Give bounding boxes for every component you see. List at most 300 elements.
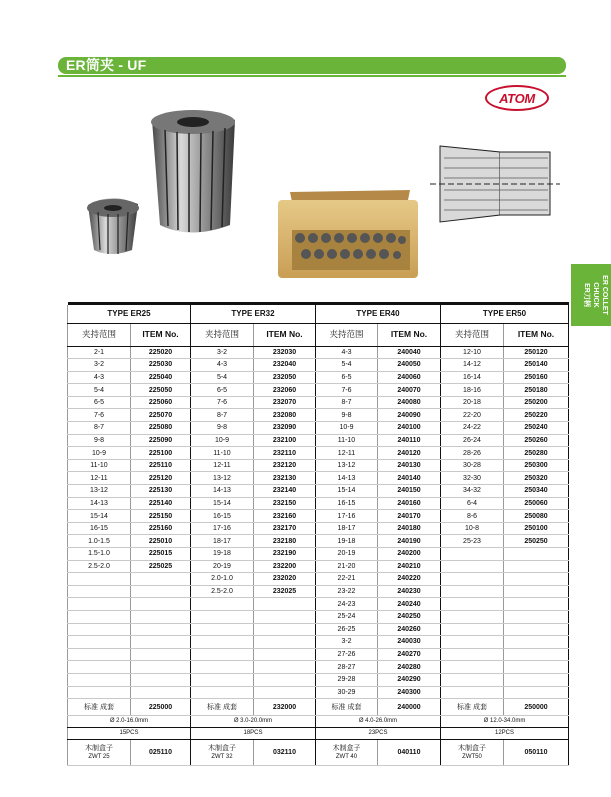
item-cell: 240100: [378, 422, 441, 435]
range-cell: [191, 686, 254, 699]
item-cell: 232030: [254, 346, 316, 359]
col-item-no: ITEM No.: [504, 323, 569, 346]
type-header: TYPE ER25: [68, 305, 191, 323]
table-row: [68, 610, 569, 623]
table-row: [68, 686, 569, 699]
item-cell: 250300: [504, 459, 569, 472]
collet-spec-table: [67, 302, 569, 766]
range-cell: 12-10: [441, 346, 504, 359]
item-cell: 225015: [131, 548, 191, 561]
range-cell: 17-16: [316, 510, 378, 523]
range-cell: 25-24: [316, 610, 378, 623]
set-range: Ø 4.0-26.0mm: [316, 716, 441, 728]
box-label-cell: [441, 740, 504, 766]
range-cell: 22-21: [316, 573, 378, 586]
table-row: [68, 434, 569, 447]
table-row: [68, 459, 569, 472]
item-cell: 240060: [378, 371, 441, 384]
item-cell: 225040: [131, 371, 191, 384]
item-cell: 232090: [254, 422, 316, 435]
range-cell: 34-32: [441, 485, 504, 498]
range-cell: [68, 573, 131, 586]
column-header-row: [68, 323, 569, 346]
item-cell: 250180: [504, 384, 569, 397]
item-cell: 240090: [378, 409, 441, 422]
table-row: [68, 447, 569, 460]
item-cell: [254, 610, 316, 623]
set-item-no: 240000: [378, 699, 441, 716]
logo-text: ATOM: [499, 90, 535, 106]
item-cell: [131, 636, 191, 649]
set-label: 标准 成套: [191, 699, 254, 716]
item-cell: 240230: [378, 585, 441, 598]
col-clamping-range: 夹持范围: [316, 323, 378, 346]
item-cell: 250280: [504, 447, 569, 460]
item-cell: 240240: [378, 598, 441, 611]
item-cell: [254, 648, 316, 661]
item-cell: 225160: [131, 522, 191, 535]
range-cell: 13-12: [191, 472, 254, 485]
range-cell: 7-6: [68, 409, 131, 422]
range-cell: 20-19: [316, 548, 378, 561]
range-cell: [191, 598, 254, 611]
range-cell: [441, 548, 504, 561]
box-item-no: 025110: [131, 740, 191, 766]
table-row: [68, 585, 569, 598]
side-tab-line3: ER刀柄: [583, 283, 590, 307]
standard-set-row: [68, 699, 569, 716]
range-cell: 32-30: [441, 472, 504, 485]
box-model: ZWT50: [462, 753, 482, 760]
item-cell: 250140: [504, 359, 569, 372]
box-label: 木制盒子: [332, 744, 361, 752]
range-cell: 12-11: [68, 472, 131, 485]
table-row: [68, 359, 569, 372]
range-cell: 5-4: [191, 371, 254, 384]
item-cell: 232020: [254, 573, 316, 586]
item-cell: [254, 623, 316, 636]
item-cell: 240250: [378, 610, 441, 623]
range-cell: 28-26: [441, 447, 504, 460]
range-cell: 18-16: [441, 384, 504, 397]
range-cell: [441, 623, 504, 636]
range-cell: 10-8: [441, 522, 504, 535]
table-row: [68, 485, 569, 498]
range-cell: 16-15: [68, 522, 131, 535]
range-cell: [68, 686, 131, 699]
set-label: 标准 成套: [68, 699, 131, 716]
table-row: [68, 673, 569, 686]
range-cell: 15-14: [68, 510, 131, 523]
range-cell: [68, 623, 131, 636]
item-cell: [504, 585, 569, 598]
item-cell: 232190: [254, 548, 316, 561]
item-cell: 240170: [378, 510, 441, 523]
item-cell: 232160: [254, 510, 316, 523]
item-cell: [254, 636, 316, 649]
range-cell: 4-3: [191, 359, 254, 372]
table-row: [68, 510, 569, 523]
item-cell: [131, 673, 191, 686]
item-cell: 232140: [254, 485, 316, 498]
range-cell: 2-1: [68, 346, 131, 359]
range-cell: 15-14: [191, 497, 254, 510]
range-cell: 24-22: [441, 422, 504, 435]
item-cell: 240040: [378, 346, 441, 359]
range-cell: 5-4: [316, 359, 378, 372]
type-header: TYPE ER40: [316, 305, 441, 323]
range-cell: 30-28: [441, 459, 504, 472]
set-label: 标准 成套: [316, 699, 378, 716]
item-cell: 240130: [378, 459, 441, 472]
range-cell: 8-7: [316, 396, 378, 409]
item-cell: 240210: [378, 560, 441, 573]
item-cell: 232180: [254, 535, 316, 548]
box-model: ZWT 25: [88, 753, 110, 760]
item-cell: 232070: [254, 396, 316, 409]
table-row: [68, 636, 569, 649]
item-cell: 232150: [254, 497, 316, 510]
range-cell: [441, 686, 504, 699]
item-cell: [131, 598, 191, 611]
item-cell: 250220: [504, 409, 569, 422]
item-cell: [504, 648, 569, 661]
range-cell: 18-17: [316, 522, 378, 535]
item-cell: [254, 673, 316, 686]
range-cell: [441, 673, 504, 686]
item-cell: [504, 636, 569, 649]
item-cell: 232080: [254, 409, 316, 422]
large-collet-image: [151, 110, 235, 233]
item-cell: 240140: [378, 472, 441, 485]
box-label: 木制盒子: [458, 744, 486, 752]
box-label: 木制盒子: [85, 744, 113, 752]
item-cell: 232120: [254, 459, 316, 472]
range-cell: 2.5-2.0: [191, 585, 254, 598]
range-cell: 4-3: [316, 346, 378, 359]
range-cell: 28-27: [316, 661, 378, 674]
item-cell: [131, 610, 191, 623]
range-cell: 2.5-2.0: [68, 560, 131, 573]
range-cell: 27-26: [316, 648, 378, 661]
set-item-no: 225000: [131, 699, 191, 716]
range-cell: 10-9: [316, 422, 378, 435]
table-row: [68, 497, 569, 510]
item-cell: 225010: [131, 535, 191, 548]
range-cell: [191, 636, 254, 649]
item-cell: 240080: [378, 396, 441, 409]
range-cell: 24-23: [316, 598, 378, 611]
range-cell: 8-7: [191, 409, 254, 422]
item-cell: [504, 573, 569, 586]
item-cell: 250240: [504, 422, 569, 435]
small-collet-image: [87, 198, 139, 254]
item-cell: 225130: [131, 485, 191, 498]
range-cell: 11-10: [68, 459, 131, 472]
range-cell: 26-24: [441, 434, 504, 447]
range-cell: 8-7: [68, 422, 131, 435]
box-item-no: 040110: [378, 740, 441, 766]
range-cell: [441, 560, 504, 573]
range-cell: [191, 673, 254, 686]
item-cell: [254, 661, 316, 674]
type-header: TYPE ER50: [441, 305, 569, 323]
item-cell: 232170: [254, 522, 316, 535]
side-tab-line1: ER COLLET: [601, 275, 608, 315]
col-item-no: ITEM No.: [254, 323, 316, 346]
range-cell: 6-5: [316, 371, 378, 384]
item-cell: 250100: [504, 522, 569, 535]
range-cell: 7-6: [191, 396, 254, 409]
range-cell: 8-6: [441, 510, 504, 523]
box-item-no: 050110: [504, 740, 569, 766]
range-cell: 19-18: [316, 535, 378, 548]
wooden-box-image: [278, 190, 418, 278]
range-cell: [441, 661, 504, 674]
item-cell: 225070: [131, 409, 191, 422]
type-header-row: [68, 305, 569, 323]
set-range: Ø 2.0-16.0mm: [68, 716, 191, 728]
range-cell: 12-11: [316, 447, 378, 460]
item-cell: 232040: [254, 359, 316, 372]
col-item-no: ITEM No.: [378, 323, 441, 346]
product-images: [60, 100, 580, 290]
range-cell: 13-12: [68, 485, 131, 498]
range-cell: 23-22: [316, 585, 378, 598]
item-cell: 250320: [504, 472, 569, 485]
range-cell: [191, 661, 254, 674]
side-tab-line2: CHUCK: [592, 282, 599, 308]
range-cell: [441, 598, 504, 611]
set-pcs-row: [68, 728, 569, 740]
table-row: [68, 522, 569, 535]
item-cell: [131, 686, 191, 699]
range-cell: [441, 636, 504, 649]
item-cell: 232200: [254, 560, 316, 573]
box-model: ZWT 40: [335, 753, 358, 760]
set-range-row: [68, 716, 569, 728]
range-cell: 11-10: [191, 447, 254, 460]
range-cell: 22-20: [441, 409, 504, 422]
item-cell: [504, 661, 569, 674]
table-row: [68, 623, 569, 636]
range-cell: 10-9: [191, 434, 254, 447]
range-cell: 1.5-1.0: [68, 548, 131, 561]
box-model: ZWT 32: [211, 753, 233, 760]
item-cell: 225030: [131, 359, 191, 372]
box-label: 木制盒子: [208, 744, 236, 752]
item-cell: 240190: [378, 535, 441, 548]
table-row: [68, 573, 569, 586]
item-cell: 240270: [378, 648, 441, 661]
item-cell: [504, 610, 569, 623]
table-row: [68, 548, 569, 561]
item-cell: 250080: [504, 510, 569, 523]
item-cell: [504, 548, 569, 561]
item-cell: 250120: [504, 346, 569, 359]
item-cell: [504, 623, 569, 636]
item-cell: 225080: [131, 422, 191, 435]
item-cell: 250200: [504, 396, 569, 409]
item-cell: [504, 686, 569, 699]
range-cell: [441, 610, 504, 623]
item-cell: 240290: [378, 673, 441, 686]
range-cell: 14-13: [191, 485, 254, 498]
table-row: [68, 535, 569, 548]
page-title: ER筒夹 - UF: [66, 57, 147, 73]
range-cell: 13-12: [316, 459, 378, 472]
range-cell: 9-8: [316, 409, 378, 422]
item-cell: 240280: [378, 661, 441, 674]
range-cell: 14-13: [316, 472, 378, 485]
item-cell: 232025: [254, 585, 316, 598]
item-cell: 250060: [504, 497, 569, 510]
table-row: [68, 409, 569, 422]
table-row: [68, 661, 569, 674]
range-cell: [191, 623, 254, 636]
item-cell: 250160: [504, 371, 569, 384]
range-cell: [441, 648, 504, 661]
set-range: Ø 12.0-34.0mm: [441, 716, 569, 728]
item-cell: 240160: [378, 497, 441, 510]
range-cell: [68, 661, 131, 674]
col-clamping-range: 夹持范围: [68, 323, 131, 346]
range-cell: 15-14: [316, 485, 378, 498]
item-cell: 240110: [378, 434, 441, 447]
item-cell: 240150: [378, 485, 441, 498]
item-cell: 232060: [254, 384, 316, 397]
item-cell: 232100: [254, 434, 316, 447]
item-cell: 240200: [378, 548, 441, 561]
col-item-no: ITEM No.: [131, 323, 191, 346]
range-cell: 25-23: [441, 535, 504, 548]
item-cell: [131, 648, 191, 661]
box-label-cell: [191, 740, 254, 766]
range-cell: [68, 636, 131, 649]
item-cell: 225140: [131, 497, 191, 510]
range-cell: 6-4: [441, 497, 504, 510]
table-row: [68, 371, 569, 384]
item-cell: 240180: [378, 522, 441, 535]
range-cell: 9-8: [68, 434, 131, 447]
table-row: [68, 648, 569, 661]
item-cell: [131, 585, 191, 598]
range-cell: 3-2: [68, 359, 131, 372]
table-row: [68, 472, 569, 485]
col-clamping-range: 夹持范围: [191, 323, 254, 346]
item-cell: 225120: [131, 472, 191, 485]
item-cell: 225050: [131, 384, 191, 397]
set-item-no: 232000: [254, 699, 316, 716]
set-pcs: 18PCS: [191, 728, 316, 740]
range-cell: [441, 585, 504, 598]
range-cell: 20-18: [441, 396, 504, 409]
item-cell: [131, 573, 191, 586]
item-cell: 225110: [131, 459, 191, 472]
item-cell: [131, 661, 191, 674]
item-cell: 225020: [131, 346, 191, 359]
range-cell: [441, 573, 504, 586]
item-cell: 225060: [131, 396, 191, 409]
item-cell: [504, 560, 569, 573]
range-cell: 26-25: [316, 623, 378, 636]
item-cell: 232110: [254, 447, 316, 460]
table-row: [68, 598, 569, 611]
range-cell: 16-15: [191, 510, 254, 523]
item-cell: 250340: [504, 485, 569, 498]
item-cell: 240030: [378, 636, 441, 649]
range-cell: 12-11: [191, 459, 254, 472]
set-range: Ø 3.0-20.0mm: [191, 716, 316, 728]
set-pcs: 23PCS: [316, 728, 441, 740]
item-cell: 225025: [131, 560, 191, 573]
range-cell: 14-12: [441, 359, 504, 372]
range-cell: 19-18: [191, 548, 254, 561]
range-cell: 29-28: [316, 673, 378, 686]
range-cell: 7-6: [316, 384, 378, 397]
item-cell: 240050: [378, 359, 441, 372]
table-row: [68, 560, 569, 573]
item-cell: 225150: [131, 510, 191, 523]
collet-drawing: [430, 146, 560, 222]
range-cell: [191, 610, 254, 623]
item-cell: [254, 686, 316, 699]
range-cell: [68, 585, 131, 598]
item-cell: [254, 598, 316, 611]
range-cell: [68, 610, 131, 623]
range-cell: 20-19: [191, 560, 254, 573]
box-label-cell: [68, 740, 131, 766]
range-cell: 9-8: [191, 422, 254, 435]
range-cell: 21-20: [316, 560, 378, 573]
range-cell: [68, 598, 131, 611]
range-cell: [191, 648, 254, 661]
range-cell: 30-29: [316, 686, 378, 699]
item-cell: 225090: [131, 434, 191, 447]
item-cell: 240260: [378, 623, 441, 636]
table-row: [68, 396, 569, 409]
item-cell: [131, 623, 191, 636]
item-cell: 232130: [254, 472, 316, 485]
range-cell: 18-17: [191, 535, 254, 548]
item-cell: 225100: [131, 447, 191, 460]
set-label: 标准 成套: [441, 699, 504, 716]
item-cell: 240300: [378, 686, 441, 699]
set-pcs: 12PCS: [441, 728, 569, 740]
item-cell: 240220: [378, 573, 441, 586]
range-cell: 3-2: [316, 636, 378, 649]
range-cell: 14-13: [68, 497, 131, 510]
range-cell: 11-10: [316, 434, 378, 447]
box-label-cell: [316, 740, 378, 766]
item-cell: [504, 598, 569, 611]
range-cell: 16-15: [316, 497, 378, 510]
table-row: [68, 384, 569, 397]
type-header: TYPE ER32: [191, 305, 316, 323]
range-cell: 6-5: [191, 384, 254, 397]
item-cell: 250250: [504, 535, 569, 548]
box-item-no: 032110: [254, 740, 316, 766]
range-cell: 2.0-1.0: [191, 573, 254, 586]
item-cell: 240120: [378, 447, 441, 460]
item-cell: [504, 673, 569, 686]
range-cell: 5-4: [68, 384, 131, 397]
range-cell: 10-9: [68, 447, 131, 460]
table-row: [68, 346, 569, 359]
range-cell: 1.0-1.5: [68, 535, 131, 548]
range-cell: [68, 648, 131, 661]
item-cell: 240070: [378, 384, 441, 397]
